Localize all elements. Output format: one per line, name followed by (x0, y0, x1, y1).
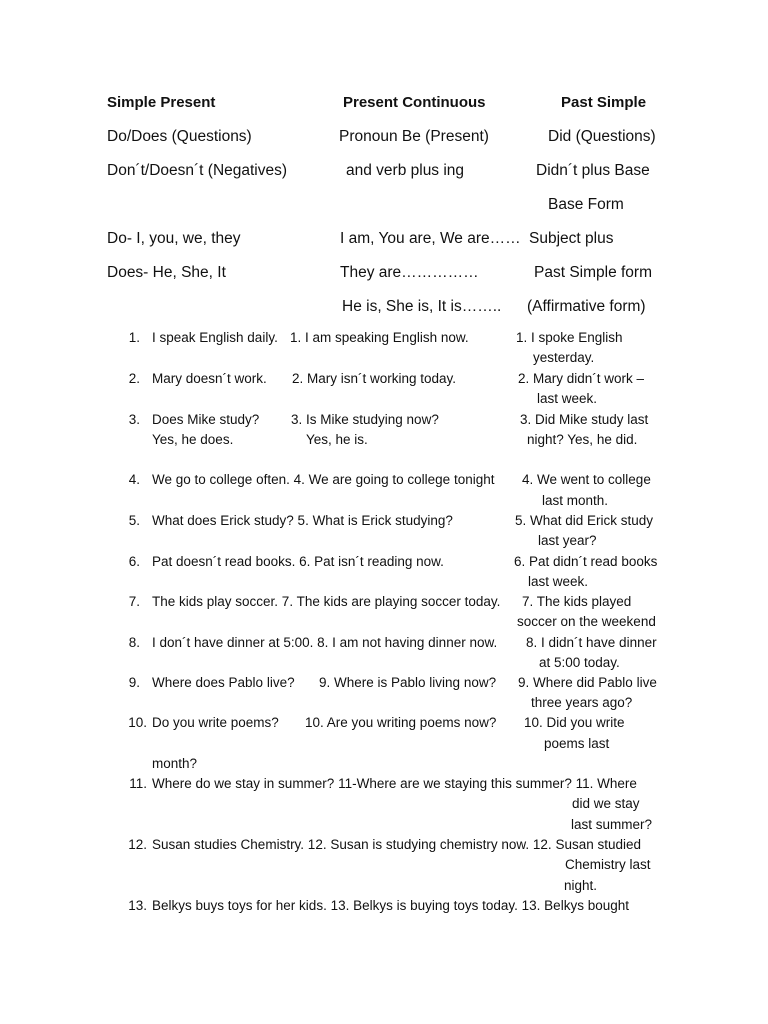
list-number: 2. (128, 371, 140, 386)
list-item: night? Yes, he did. (527, 432, 638, 447)
list-number: 6. (128, 554, 140, 569)
list-item: at 5:00 today. (539, 655, 620, 670)
list-item: 2. Mary didn´t work – (518, 371, 645, 386)
list-item: 10. Are you writing poems now? (305, 715, 497, 730)
list-item: last week. (528, 574, 589, 589)
list-item: The kids play soccer. 7. The kids are playing soccer today. (152, 594, 501, 609)
rule-text: He is, She is, It is…….. (342, 298, 502, 315)
list-item: Does Mike study? (152, 412, 260, 427)
rule-text: (Affirmative form) (527, 298, 646, 315)
list-item: I don´t have dinner at 5:00. 8. I am not having dinner now. (152, 635, 498, 650)
rule-text: Do- I, you, we, they (107, 230, 241, 247)
rule-text: Base Form (548, 196, 624, 213)
list-item: Pat doesn´t read books. 6. Pat isn´t reading now. (152, 554, 444, 569)
rule-text: Subject plus (529, 230, 614, 247)
list-item: I speak English daily. (152, 330, 278, 345)
list-number: 13. (128, 898, 147, 913)
list-item: 3. Did Mike study last (520, 412, 649, 427)
list-number: 4. (128, 472, 140, 487)
list-item: last year? (538, 533, 597, 548)
rule-text: They are…………… (340, 264, 479, 281)
list-item: Where does Pablo live? (152, 675, 295, 690)
list-item: 7. The kids played (522, 594, 632, 609)
list-item: poems last (544, 736, 610, 751)
list-item: yesterday. (533, 350, 595, 365)
rule-text: Do/Does (Questions) (107, 128, 252, 145)
list-number: 7. (128, 594, 140, 609)
list-item: 8. I didn´t have dinner (526, 635, 657, 650)
rule-text: and verb plus ing (346, 162, 465, 179)
list-number: 12. (128, 837, 147, 852)
list-item: 6. Pat didn´t read books (514, 554, 658, 569)
list-item: Belkys buys toys for her kids. 13. Belkys is buying toys today. 13. Belkys bought (152, 898, 629, 913)
list-number: 10. (128, 715, 147, 730)
list-item: 3. Is Mike studying now? (291, 412, 439, 427)
list-item: Yes, he is. (306, 432, 368, 447)
rule-text: Didn´t plus Base (536, 162, 650, 179)
header-past-simple: Past Simple (561, 94, 647, 111)
list-number: 3. (128, 412, 140, 427)
list-number: 9. (128, 675, 140, 690)
rule-text: Don´t/Doesn´t (Negatives) (107, 162, 288, 179)
list-item: soccer on the weekend (517, 614, 656, 629)
list-item: What does Erick study? 5. What is Erick studying? (152, 513, 453, 528)
list-item: month? (152, 756, 198, 771)
list-number: 5. (128, 513, 140, 528)
list-item: Yes, he does. (152, 432, 234, 447)
list-item: Susan studies Chemistry. 12. Susan is studying chemistry now. 12. Susan studied (152, 837, 641, 852)
list-item: last summer? (571, 817, 653, 832)
list-item: 2. Mary isn´t working today. (292, 371, 457, 386)
header-present-continuous: Present Continuous (343, 94, 486, 111)
rule-text: Past Simple form (534, 264, 653, 281)
list-item: 1. I spoke English (516, 330, 623, 345)
list-item: last month. (542, 493, 609, 508)
list-number: 8. (128, 635, 140, 650)
rule-text: Does- He, She, It (107, 264, 226, 281)
rule-text: I am, You are, We are…… (340, 230, 521, 247)
list-item: Mary doesn´t work. (152, 371, 267, 386)
rule-text: Did (Questions) (548, 128, 656, 145)
list-item: 1. I am speaking English now. (290, 330, 469, 345)
list-item: last week. (537, 391, 598, 406)
list-item: did we stay (572, 796, 640, 811)
rule-text: Pronoun Be (Present) (339, 128, 489, 145)
list-item: three years ago? (531, 695, 633, 710)
list-item: 9. Where is Pablo living now? (319, 675, 497, 690)
list-item: night. (564, 878, 598, 893)
list-item: We go to college often. 4. We are going to college tonight (152, 472, 495, 487)
list-item: 5. What did Erick study (515, 513, 654, 528)
header-simple-present: Simple Present (107, 94, 216, 111)
list-item: 10. Did you write (524, 715, 625, 730)
list-item: Chemistry last (565, 857, 651, 872)
list-item: Where do we stay in summer? 11-Where are we staying this summer? 11. Where (152, 776, 637, 791)
list-item: Do you write poems? (152, 715, 279, 730)
list-item: 9. Where did Pablo live (518, 675, 657, 690)
list-item: 4. We went to college (522, 472, 651, 487)
list-number: 11. (129, 776, 147, 791)
list-number: 1. (128, 330, 140, 345)
